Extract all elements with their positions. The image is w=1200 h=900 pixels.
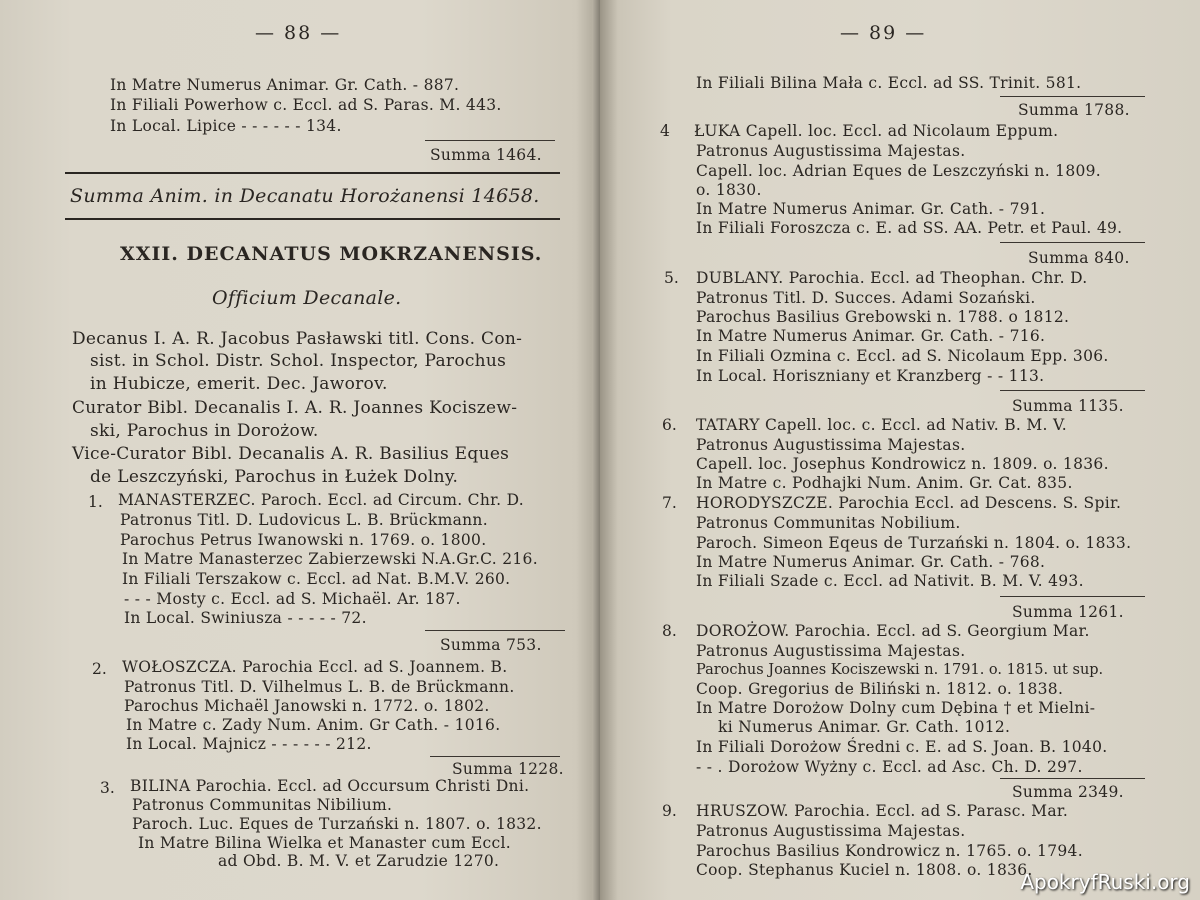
sum-rule xyxy=(425,630,565,631)
text-line: Paroch. Simeon Eqeus de Turzański n. 1804. o. 1833. xyxy=(696,534,1132,552)
summa-line: Summa 1788. xyxy=(1018,101,1130,119)
text-line: In Filiali Powerhow c. Eccl. ad S. Paras. M. 443. xyxy=(110,96,502,114)
text-line: ski, Parochus in Dorożow. xyxy=(90,421,319,441)
text-line: In Local. Majnicz - - - - - - 212. xyxy=(126,735,372,753)
text-line: Parochus Joannes Kociszewski n. 1791. o. 1815. ut sup. xyxy=(696,662,1104,678)
text-line: In Matre Manasterzec Zabierzewski N.A.Gr.C. 216. xyxy=(122,550,538,568)
summa-line: Summa 1228. xyxy=(452,760,564,778)
text-line: Patronus Titl. D. Succes. Adami Sozański. xyxy=(696,289,1036,307)
decanate-total: Summa Anim. in Decanatu Horożanensi 14658. xyxy=(70,185,540,207)
office-heading: Officium Decanale. xyxy=(212,287,402,309)
sum-rule xyxy=(1000,778,1145,779)
text-line: In Matre Bilina Wielka et Manaster cum Eccl. xyxy=(138,834,512,852)
text-line: Parochus Basilius Kondrowicz n. 1765. o. 1794. xyxy=(696,842,1083,860)
text-line: Patronus Augustissima Majestas. xyxy=(696,436,966,454)
sum-rule xyxy=(425,140,555,141)
text-line: In Local. Lipice - - - - - - 134. xyxy=(110,117,342,135)
text-line: Vice-Curator Bibl. Decanalis A. R. Basilius Eques xyxy=(72,444,510,464)
text-line: Patronus Titl. D. Ludovicus L. B. Brückmann. xyxy=(120,511,488,529)
text-line: Curator Bibl. Decanalis I. A. R. Joannes Kociszew- xyxy=(72,398,518,418)
text-line: Coop. Gregorius de Biliński n. 1812. o. 1838. xyxy=(696,680,1064,698)
text-line: In Matre Numerus Animar. Gr. Cath. - 716. xyxy=(696,327,1046,345)
page-number: — 89 — xyxy=(840,22,927,44)
text-line: In Local. Swiniusza - - - - - 72. xyxy=(124,609,367,627)
text-line: ŁUKA Capell. loc. Eccl. ad Nicolaum Eppum. xyxy=(694,122,1059,140)
text-line: In Filiali Szade c. Eccl. ad Nativit. B. M. V. 493. xyxy=(696,572,1084,590)
summa-line: Summa 2349. xyxy=(1012,783,1124,801)
text-line: In Matre Numerus Animar. Gr. Cath. - 768. xyxy=(696,553,1046,571)
text-line: Patronus Augustissima Majestas. xyxy=(696,142,966,160)
text-line: de Leszczyński, Parochus in Łużek Dolny. xyxy=(90,467,459,487)
entry-number: 8. xyxy=(662,622,677,640)
summa-line: Summa 753. xyxy=(440,636,542,654)
text-line: Coop. Stephanus Kuciel n. 1808. o. 1836. xyxy=(696,861,1033,879)
text-line: Patronus Communitas Nibilium. xyxy=(132,796,393,814)
text-line: In Matre Numerus Animar. Gr. Cath. - 791. xyxy=(696,200,1046,218)
text-line: - - . Dorożow Wyżny c. Eccl. ad Asc. Ch. D. 297. xyxy=(696,758,1083,776)
entry-number: 4 xyxy=(660,122,670,140)
entry-number: 6. xyxy=(662,416,677,434)
text-line: In Filiali Bilina Mała c. Eccl. ad SS. Trinit. 581. xyxy=(696,74,1082,92)
sum-rule xyxy=(1000,96,1145,97)
text-line: Patronus Communitas Nobilium. xyxy=(696,514,961,532)
entry-number: 2. xyxy=(92,660,107,678)
text-line: ad Obd. B. M. V. et Zarudzie 1270. xyxy=(218,852,500,870)
text-line: BILINA Parochia. Eccl. ad Occursum Christi Dni. xyxy=(130,777,530,795)
watermark: ApokryfRuski.org xyxy=(1020,870,1190,894)
text-line: Patronus Augustissima Majestas. xyxy=(696,642,966,660)
text-line: Parochus Basilius Grebowski n. 1788. o 1812. xyxy=(696,308,1070,326)
text-line: In Matre Dorożow Dolny cum Dębina † et Mielni- xyxy=(696,699,1096,717)
summa-line: Summa 1135. xyxy=(1012,397,1124,415)
text-line: MANASTERZEC. Paroch. Eccl. ad Circum. Chr. D. xyxy=(118,491,524,509)
section-rule xyxy=(65,172,560,174)
text-line: DOROŻOW. Parochia. Eccl. ad S. Georgium Mar. xyxy=(696,622,1090,640)
page-number: — 88 — xyxy=(255,22,342,44)
text-line: Patronus Augustissima Majestas. xyxy=(696,822,966,840)
text-line: In Filiali Foroszcza c. E. ad SS. AA. Petr. et Paul. 49. xyxy=(696,219,1123,237)
section-rule xyxy=(65,218,560,220)
summa-line: Summa 1464. xyxy=(430,146,542,164)
decanate-heading: XXII. DECANATUS MOKRZANENSIS. xyxy=(120,243,543,265)
text-line: TATARY Capell. loc. c. Eccl. ad Nativ. B. M. V. xyxy=(696,416,1068,434)
text-line: o. 1830. xyxy=(696,181,762,199)
entry-number: 5. xyxy=(664,269,679,287)
sum-rule xyxy=(430,756,560,757)
sum-rule xyxy=(1000,242,1145,243)
summa-line: Summa 1261. xyxy=(1012,603,1124,621)
text-line: In Matre Numerus Animar. Gr. Cath. - 887. xyxy=(110,76,460,94)
text-line: sist. in Schol. Distr. Schol. Inspector, Parochus xyxy=(90,351,507,371)
text-line: In Filiali Ozmina c. Eccl. ad S. Nicolaum Epp. 306. xyxy=(696,347,1109,365)
text-line: In Filiali Dorożow Średni c. E. ad S. Joan. B. 1040. xyxy=(696,738,1108,756)
text-line: HRUSZOW. Parochia. Eccl. ad S. Parasc. Mar. xyxy=(696,802,1069,820)
sum-rule xyxy=(1000,390,1145,391)
text-line: Paroch. Luc. Eques de Turzański n. 1807. o. 1832. xyxy=(132,815,542,833)
text-line: In Matre c. Podhajki Num. Anim. Gr. Cat. 835. xyxy=(696,474,1073,492)
text-line: In Local. Horiszniany et Kranzberg - - 113. xyxy=(696,367,1045,385)
text-line: Decanus I. A. R. Jacobus Pasławski titl. Cons. Con- xyxy=(72,329,523,349)
text-line: DUBLANY. Parochia. Eccl. ad Theophan. Chr. D. xyxy=(696,269,1088,287)
entry-number: 3. xyxy=(100,779,115,797)
entry-number: 7. xyxy=(662,494,677,512)
text-line: in Hubicze, emerit. Dec. Jaworov. xyxy=(90,374,388,394)
text-line: Parochus Michaël Janowski n. 1772. o. 1802. xyxy=(124,697,490,715)
text-line: Parochus Petrus Iwanowski n. 1769. o. 1800. xyxy=(120,531,487,549)
text-line: HORODYSZCZE. Parochia Eccl. ad Descens. S. Spir. xyxy=(696,494,1122,512)
sum-rule xyxy=(1000,596,1145,597)
text-line: WOŁOSZCZA. Parochia Eccl. ad S. Joannem. B. xyxy=(122,658,508,676)
text-line: Patronus Titl. D. Vilhelmus L. B. de Brückmann. xyxy=(124,678,515,696)
entry-number: 1. xyxy=(88,493,103,511)
text-line: In Filiali Terszakow c. Eccl. ad Nat. B.M.V. 260. xyxy=(122,570,511,588)
right-page xyxy=(600,0,1200,900)
text-line: - - - Mosty c. Eccl. ad S. Michaël. Ar. 187. xyxy=(124,590,461,608)
text-line: ki Numerus Animar. Gr. Cath. 1012. xyxy=(718,718,1011,736)
text-line: Capell. loc. Adrian Eques de Leszczyński n. 1809. xyxy=(696,162,1102,180)
text-line: Capell. loc. Josephus Kondrowicz n. 1809. o. 1836. xyxy=(696,455,1109,473)
entry-number: 9. xyxy=(662,802,677,820)
text-line: In Matre c. Zady Num. Anim. Gr Cath. - 1016. xyxy=(126,716,501,734)
summa-line: Summa 840. xyxy=(1028,249,1130,267)
